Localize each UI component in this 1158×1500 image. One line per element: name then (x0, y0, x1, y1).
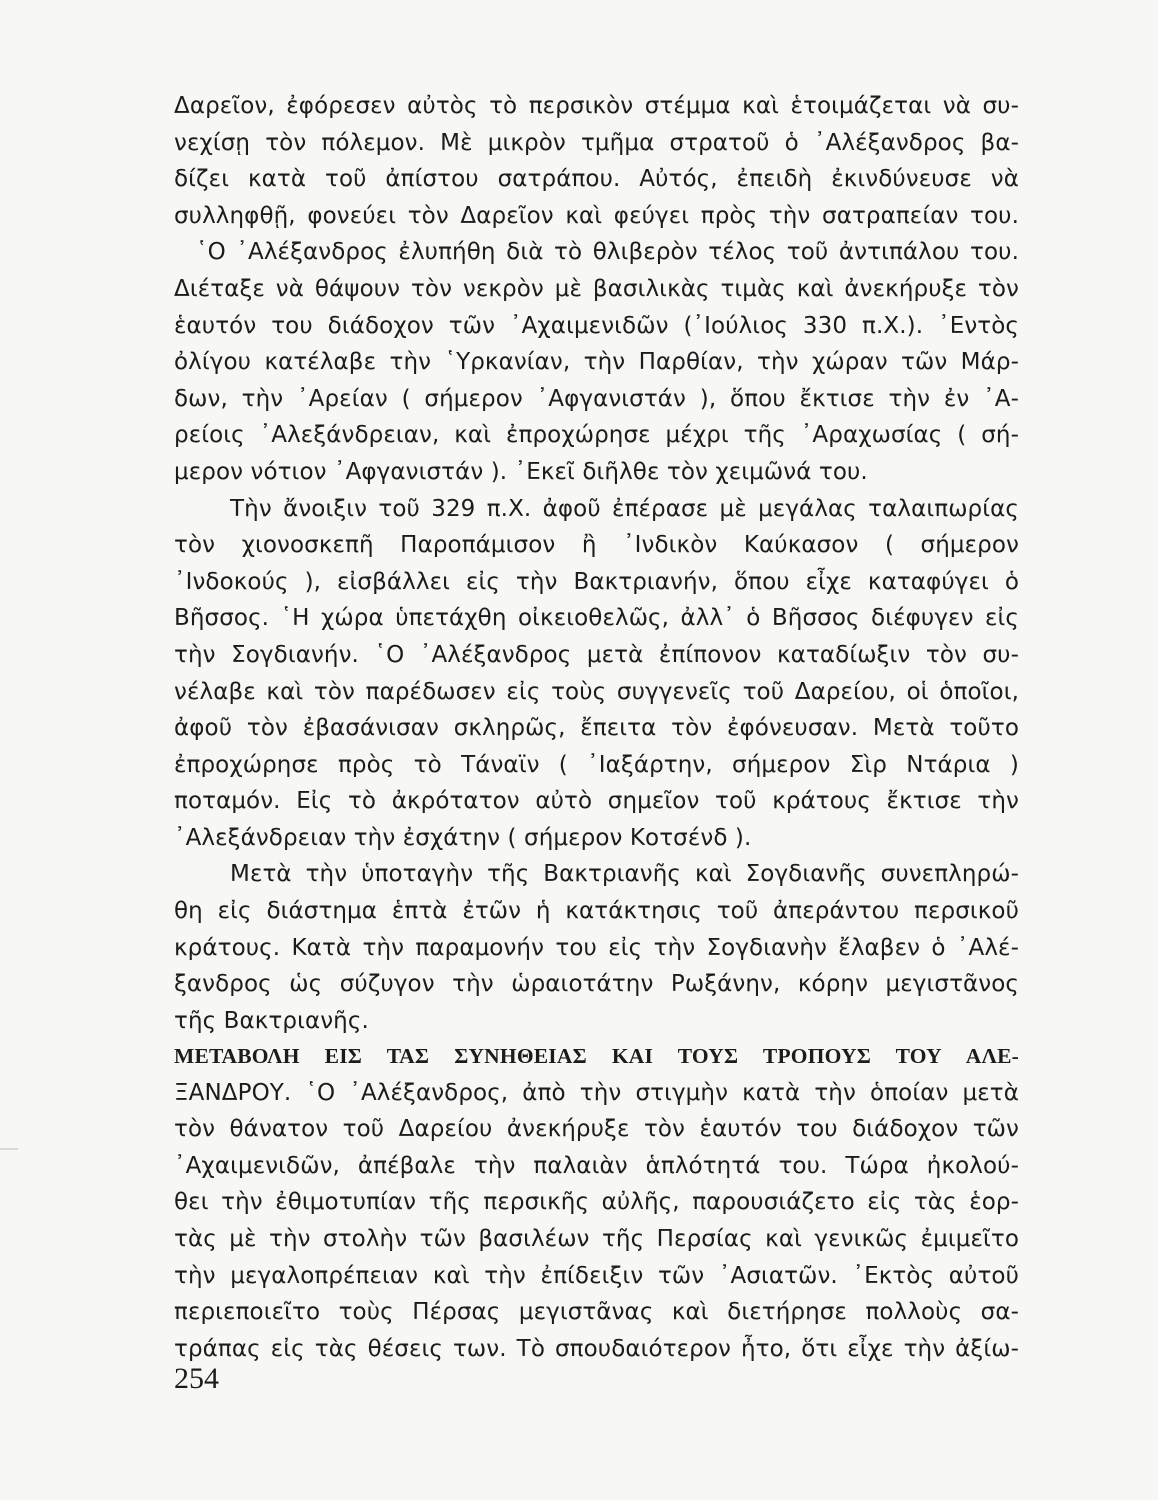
text-line: ᾿Αχαιμενιδῶν, ἀπέβαλε τὴν παλαιὰν ἁπλότητά του. Τώρα ἠκολού- (174, 1152, 1019, 1179)
text-line: Βῆσσος. ῾Η χώρα ὑπετάχθη οἰκειοθελῶς, ἀλλ᾿ ὁ Βῆσσος διέφυγεν εἰς (174, 605, 1019, 632)
text-line: ποταμόν. Εἰς τὸ ἀκρότατον αὐτὸ σημεῖον τοῦ κράτους ἔκτισε τὴν (174, 788, 1019, 815)
text-line: ἐπροχώρησε πρὸς τὸ Τάναϊν ( ᾿Ιαξάρτην, σήμερον Σὶρ Ντάρια ) (174, 751, 1019, 778)
text-line: Διέταξε νὰ θάψουν τὸν νεκρὸν μὲ βασιλικὰς τιμὰς καὶ ἀνεκήρυξε τὸν (174, 275, 1019, 302)
text-line: τράπας εἰς τὰς θέσεις των. Τὸ σπουδαιότερον ἦτο, ὅτι εἶχε τὴν ἀξίω- (174, 1335, 1019, 1362)
text-line: δων, τὴν ᾿Αρείαν ( σήμερον ᾿Αφγανιστάν ), ὅπου ἔκτισε τὴν ἐν ᾿Α- (174, 385, 1019, 412)
text-line: ἑαυτόν του διάδοχον τῶν ᾿Αχαιμενιδῶν (᾿Ιούλιος 330 π.Χ.). ᾿Εντὸς (174, 312, 1019, 339)
text-line: ἀφοῦ τὸν ἐβασάνισαν σκληρῶς, ἔπειτα τὸν ἐφόνευσαν. Μετὰ τοῦτο (174, 715, 1019, 742)
text-line: τὸν θάνατον τοῦ Δαρείου ἀνεκήρυξε τὸν ἑαυτόν του διάδοχον τῶν (174, 1116, 1019, 1143)
text-line: περιεποιεῖτο τοὺς Πέρσας μεγιστᾶνας καὶ διετήρησε πολλοὺς σα- (174, 1299, 1019, 1326)
section-heading: ΜΕΤΑΒΟΛΗ ΕΙΣ ΤΑΣ ΣΥΝΗΘΕΙΑΣ ΚΑΙ ΤΟΥΣ ΤΡΟΠΟΥΣ ΤΟΥ ΑΛΕ- (174, 1044, 1019, 1068)
text-line: θει τὴν ἐθιμοτυπίαν τῆς περσικῆς αὐλῆς, παρουσιάζετο εἰς τὰς ἑορ- (174, 1189, 1019, 1216)
page-number: 254 (174, 1362, 219, 1395)
text-line: ῾Ο ᾿Αλέξανδρος ἐλυπήθη διὰ τὸ θλιβερὸν τέλος τοῦ ἀντιπάλου του. (196, 239, 1019, 266)
text-line: δίζει κατὰ τοῦ ἀπίστου σατράπου. Αὐτός, ἐπειδὴ ἐκινδύνευσε νὰ (174, 166, 1019, 193)
text-line: τὴν Σογδιανήν. ῾Ο ᾿Αλέξανδρος μετὰ ἐπίπονον καταδίωξιν τὸν συ- (174, 641, 1019, 668)
text-line: νεχίσῃ τὸν πόλεμον. Μὲ μικρὸν τμῆμα στρατοῦ ὁ ᾿Αλέξανδρος βα- (174, 129, 1019, 156)
main-text-block (174, 88, 1019, 1039)
text-line: θη εἰς διάστημα ἑπτὰ ἐτῶν ἡ κατάκτησις τοῦ ἀπεράντου περσικοῦ (174, 898, 1019, 925)
text-line: τῆς Βακτριανῆς. (174, 1007, 369, 1034)
text-line: συλληφθῇ, φονεύει τὸν Δαρεῖον καὶ φεύγει πρὸς τὴν σατραπείαν του. (174, 202, 1019, 229)
text-line: νέλαβε καὶ τὸν παρέδωσεν εἰς τοὺς συγγενεῖς τοῦ Δαρείου, οἱ ὁποῖοι, (174, 678, 1019, 705)
text-line: τὴν μεγαλοπρέπειαν καὶ τὴν ἐπίδειξιν τῶν ᾿Ασιατῶν. ᾿Εκτὸς αὐτοῦ (174, 1262, 1019, 1289)
scan-edge-mark (0, 1148, 18, 1150)
text-line: Τὴν ἄνοιξιν τοῦ 329 π.Χ. ἀφοῦ ἐπέρασε μὲ μεγάλας ταλαιπωρίας (230, 495, 1019, 522)
text-line: ᾿Αλεξάνδρειαν τὴν ἐσχάτην ( σήμερον Κοτσένδ ). (174, 824, 752, 851)
text-line: ὀλίγου κατέλαβε τὴν ῾Υρκανίαν, τὴν Παρθίαν, τὴν χώραν τῶν Μάρ- (174, 349, 1019, 376)
text-line: ξανδρος ὡς σύζυγον τὴν ὡραιοτάτην Ρωξάνην, κόρην μεγιστᾶνος (174, 971, 1019, 998)
text-line: ρείοις ᾿Αλεξάνδρειαν, καὶ ἐπροχώρησε μέχρι τῆς ᾿Αραχωσίας ( σή- (174, 422, 1019, 449)
text-line: Μετὰ τὴν ὑποταγὴν τῆς Βακτριανῆς καὶ Σογδιανῆς συνεπληρώ- (230, 861, 1019, 888)
text-line: μερον νότιον ᾿Αφγανιστάν ). ᾿Εκεῖ διῆλθε τὸν χειμῶνά του. (174, 458, 868, 485)
text-line: ᾿Ινδοκούς ), εἰσβάλλει εἰς τὴν Βακτριανήν, ὅπου εἶχε καταφύγει ὁ (174, 568, 1019, 595)
text-line: ΞΑΝΔΡΟΥ. ῾Ο ᾿Αλέξανδρος, ἀπὸ τὴν στιγμὴν κατὰ τὴν ὁποίαν μετὰ (174, 1079, 1019, 1106)
section-text-block (174, 1038, 1019, 1367)
text-line: κράτους. Κατὰ τὴν παραμονήν του εἰς τὴν Σογδιανὴν ἔλαβεν ὁ ᾿Αλέ- (174, 934, 1019, 961)
text-line: Δαρεῖον, ἐφόρεσεν αὐτὸς τὸ περσικὸν στέμμα καὶ ἑτοιμάζεται νὰ συ- (174, 93, 1019, 119)
text-line: τὰς μὲ τὴν στολὴν τῶν βασιλέων τῆς Περσίας καὶ γενικῶς ἐμιμεῖτο (174, 1225, 1019, 1252)
text-line: τὸν χιονοσκεπῆ Παροπάμισον ἢ ᾿Ινδικὸν Καύκασον ( σήμερον (174, 532, 1019, 559)
